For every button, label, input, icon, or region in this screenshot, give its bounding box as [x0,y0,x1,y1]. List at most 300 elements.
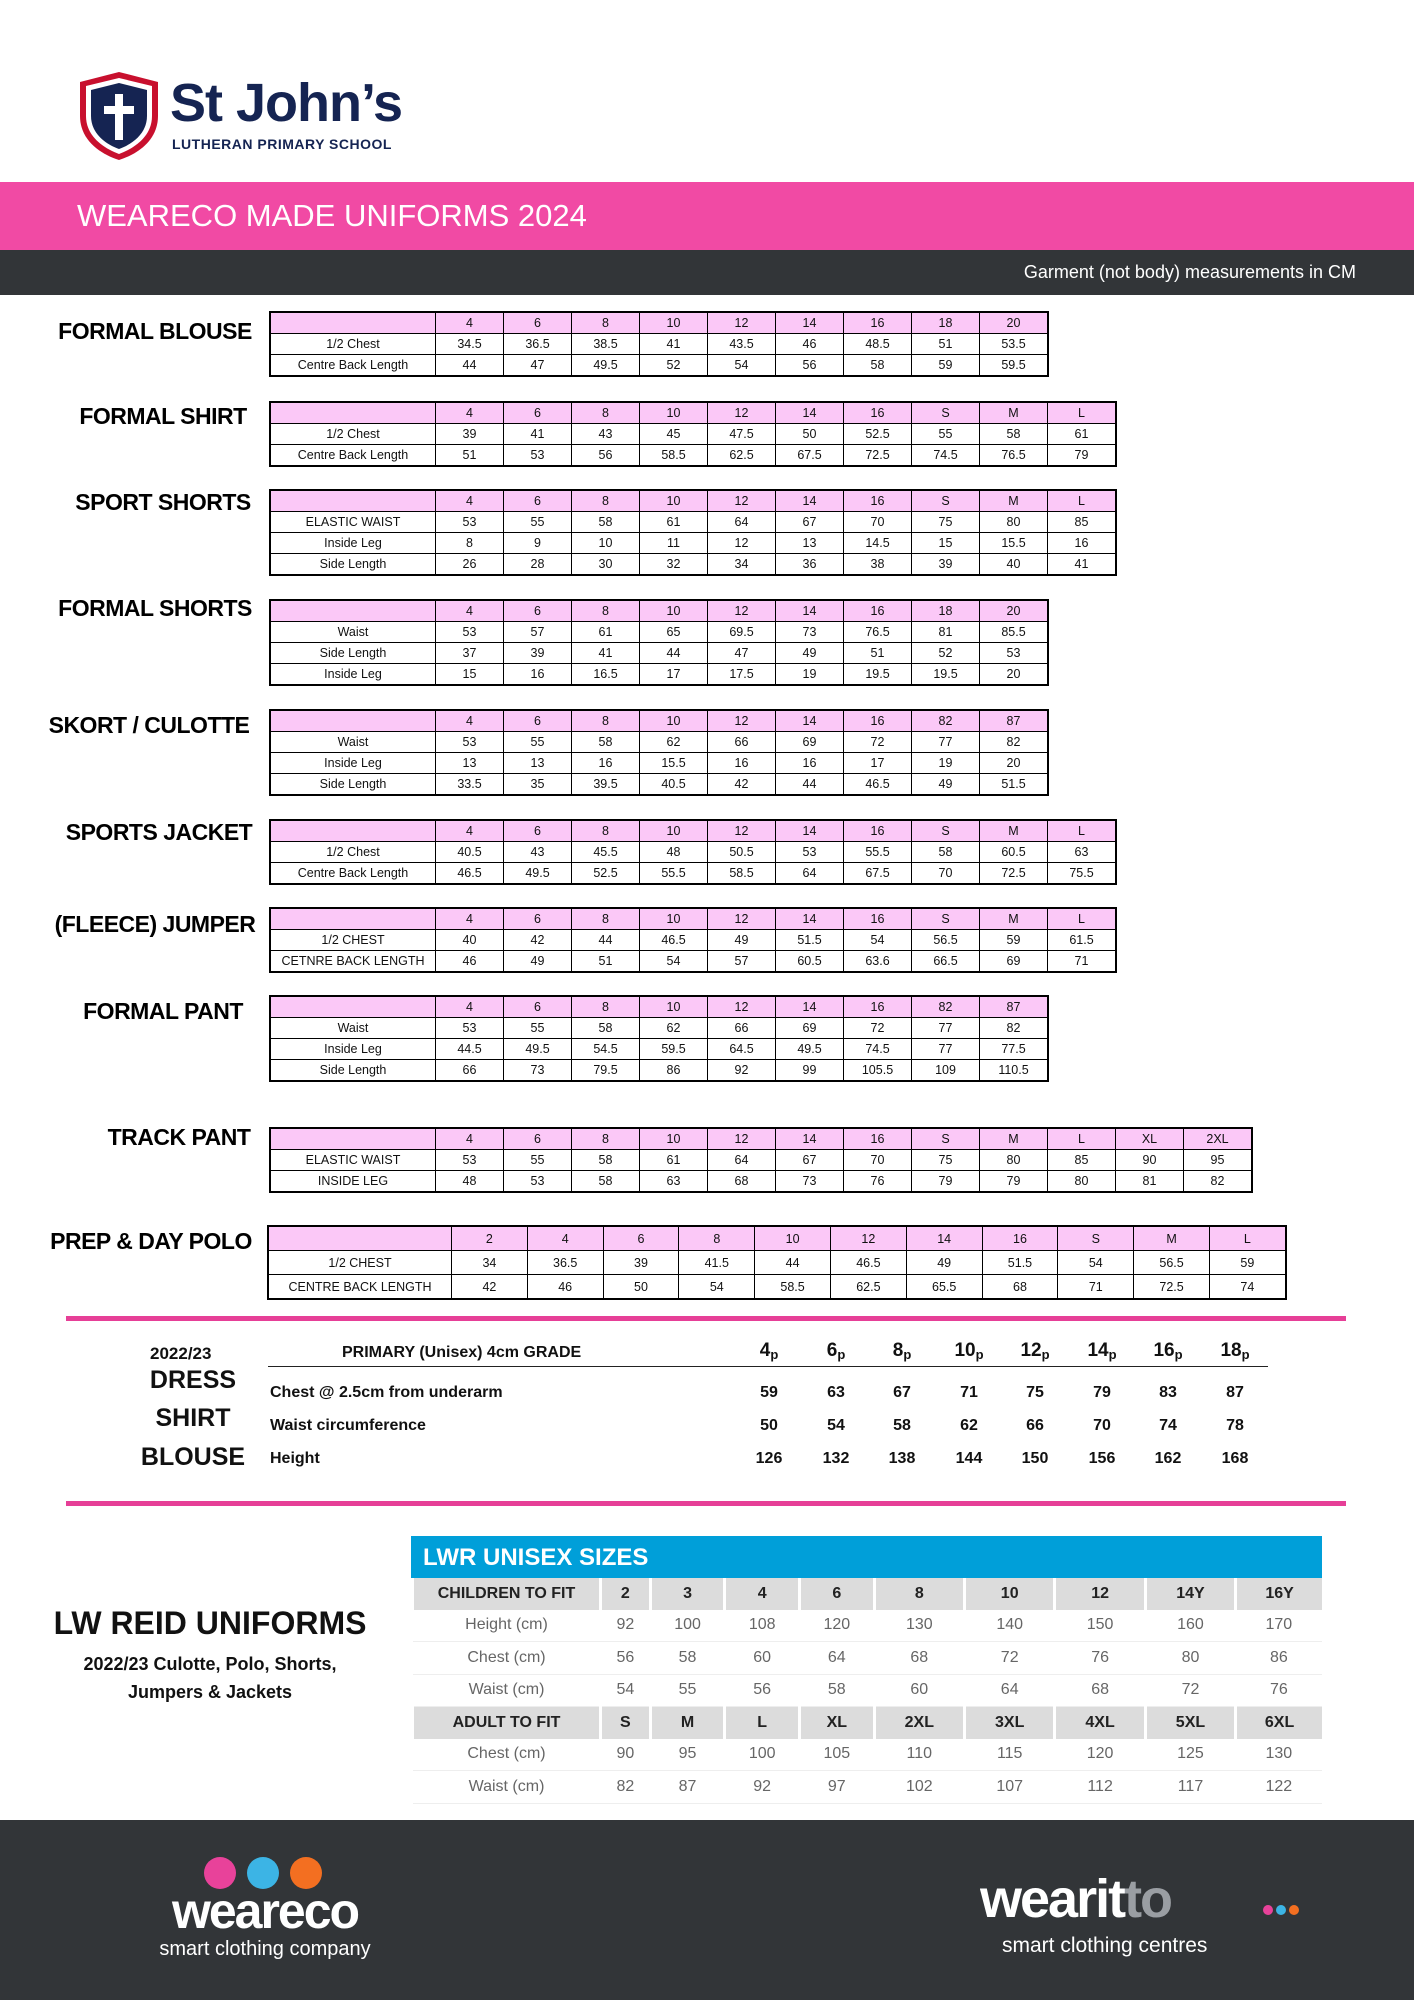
measurement-value: 67.5 [844,863,912,885]
lwr-value: 90 [601,1739,651,1771]
size-header-cell: 14 [906,1226,982,1251]
size-header-cell: 8 [572,402,640,424]
measurement-value: 49 [906,1251,982,1275]
size-header-cell: 16 [844,600,912,622]
size-header-cell: 14 [776,1128,844,1150]
size-header-cell: 4 [436,402,504,424]
size-header-row [270,908,1116,930]
measurement-value: 60.5 [776,951,844,973]
dress-row-value: 87 [1226,1384,1244,1401]
lw-reid-title: LW REID UNIFORMS [53,1605,367,1641]
lwr-data-row [413,1610,1323,1642]
school-name: St John’s [170,73,403,133]
lwr-size-header: 3 [650,1578,725,1610]
size-header-cell: 12 [708,312,776,334]
size-table-formal-pant [269,995,1049,1082]
measurement-label: ELASTIC WAIST [270,1150,436,1171]
size-header-cell: 12 [708,996,776,1018]
size-table-prep-day-polo [267,1225,1287,1300]
measurement-value: 62 [640,732,708,753]
garment-title-prep-day-polo: PREP & DAY POLO [50,1228,252,1254]
size-header-cell: 4 [527,1226,603,1251]
lwr-value: 105 [799,1739,874,1771]
measurement-value: 16 [504,664,572,686]
measurement-value: 11 [640,533,708,554]
dress-size-suffix: p [903,1347,912,1362]
lwr-header-row [413,1578,1323,1610]
lwr-value: 120 [799,1610,874,1642]
measurement-value: 13 [504,753,572,774]
dress-size-header [1210,1340,1260,1362]
measurement-value: 64 [708,1150,776,1171]
size-header-cell: 12 [708,600,776,622]
measurement-value: 70 [912,863,980,885]
school-subtitle: LUTHERAN PRIMARY SCHOOL [172,136,392,152]
measurement-label: Waist [270,1018,436,1039]
measurement-value: 53 [436,732,504,753]
garment-title-formal-blouse: FORMAL BLOUSE [58,318,252,344]
lwr-value: 100 [650,1610,725,1642]
size-header-cell: L [1048,820,1117,842]
lwr-size-header: 6 [799,1578,874,1610]
size-header-cell: 14 [776,600,844,622]
measurement-value: 41.5 [679,1251,755,1275]
measurement-value: 99 [776,1060,844,1082]
measurement-value: 44 [640,643,708,664]
measurement-value: 39 [436,424,504,445]
lwr-value: 140 [965,1610,1055,1642]
dress-row-label: Waist circumference [270,1417,426,1434]
table-row [270,1150,1252,1171]
measurement-value: 58.5 [708,863,776,885]
lwr-value: 117 [1145,1771,1235,1804]
measurement-value: 54 [679,1275,755,1300]
size-header-cell: L [1048,1128,1116,1150]
lwr-value: 64 [965,1674,1055,1707]
lwr-row-label: Height (cm) [413,1610,601,1642]
size-header-row [270,996,1048,1018]
measurement-label: Centre Back Length [270,863,436,885]
measurement-value: 34.5 [436,334,504,355]
dress-row-value: 66 [1026,1417,1044,1434]
measurement-value: 50.5 [708,842,776,863]
measurement-value: 41 [1048,554,1117,576]
measurement-value: 74.5 [912,445,980,467]
table-row [270,533,1116,554]
size-header-row [270,820,1116,842]
lwr-row-label: Chest (cm) [413,1739,601,1771]
size-header-row [270,402,1116,424]
measurement-value: 76 [844,1171,912,1193]
lwr-value: 72 [1145,1674,1235,1707]
measurement-value: 17.5 [708,664,776,686]
size-header-cell: 20 [980,600,1049,622]
dress-row-value: 59 [760,1384,778,1401]
measurement-value: 51 [844,643,912,664]
measurement-value: 52 [912,643,980,664]
measurement-value: 54 [708,355,776,377]
measurement-value: 64.5 [708,1039,776,1060]
measurement-value: 61 [640,512,708,533]
size-header-cell: 16 [844,1128,912,1150]
measurement-label: Waist [270,622,436,643]
measurement-value: 33.5 [436,774,504,796]
size-header-cell: M [980,402,1048,424]
measurement-value: 13 [436,753,504,774]
dress-size-number: 8 [892,1340,904,1361]
size-header-cell: 10 [640,710,708,732]
measurement-value: 54 [640,951,708,973]
size-header-cell: 10 [755,1226,831,1251]
size-header-cell: 8 [572,996,640,1018]
measurement-value: 47 [708,643,776,664]
dress-size-header [1143,1340,1193,1362]
lwr-size-header: 14Y [1145,1578,1235,1610]
lwr-size-header: 4XL [1055,1707,1145,1739]
measurement-label: Centre Back Length [270,445,436,467]
size-header-cell: 12 [708,908,776,930]
dress-size-number: 10 [954,1340,976,1361]
size-header-cell: 14 [776,996,844,1018]
wearitto-wordmark-b: to [1124,1869,1172,1929]
measurement-value: 53 [436,622,504,643]
measurement-value: 36.5 [527,1251,603,1275]
measurement-value: 45.5 [572,842,640,863]
measurement-value: 61 [572,622,640,643]
dress-size-suffix: p [975,1347,984,1362]
blouse-word: BLOUSE [140,1443,246,1471]
size-header-cell: 16 [844,402,912,424]
size-header-cell: 12 [708,1128,776,1150]
measurement-value: 55 [504,512,572,533]
size-header-cell: 8 [572,1128,640,1150]
size-header-cell: 6 [504,710,572,732]
size-table-formal-blouse [269,311,1049,377]
measurement-value: 19 [776,664,844,686]
measurement-value: 43.5 [708,334,776,355]
dress-row-value: 79 [1093,1384,1111,1401]
measurement-label: INSIDE LEG [270,1171,436,1193]
measurement-value: 70 [844,1150,912,1171]
size-header-cell: 82 [912,996,980,1018]
measurement-value: 42 [504,930,572,951]
measurement-value: 75 [912,512,980,533]
header-blank-cell [270,820,436,842]
measurement-value: 59 [980,930,1048,951]
measurement-value: 38.5 [572,334,640,355]
table-row [270,424,1116,445]
measurement-value: 53 [776,842,844,863]
lw-reid-subtitle [40,1650,380,1706]
measurement-value: 50 [603,1275,679,1300]
size-table-track-pant [269,1127,1253,1193]
table-row [270,930,1116,951]
lwr-value: 150 [1055,1610,1145,1642]
measurement-value: 58.5 [755,1275,831,1300]
lwr-value: 86 [1236,1642,1322,1675]
measurement-value: 53 [504,445,572,467]
lwr-value: 97 [799,1771,874,1804]
measurement-value: 79 [980,1171,1048,1193]
measurement-value: 109 [912,1060,980,1082]
dress-row-value: 132 [822,1450,850,1467]
measurement-value: 77 [912,1018,980,1039]
lwr-size-header: 10 [965,1578,1055,1610]
dress-shirt-year: 2022/23 [150,1344,212,1363]
measurement-value: 82 [980,732,1049,753]
weareco-tagline: smart clothing company [159,1938,371,1960]
dress-row-value: 138 [888,1450,916,1467]
measurement-value: 58 [844,355,912,377]
wearitto-logo [980,1862,1310,1962]
measurement-value: 28 [504,554,572,576]
measurement-value: 44 [776,774,844,796]
lwr-header-row [413,1707,1323,1739]
size-header-cell: 16 [844,908,912,930]
measurement-value: 60.5 [980,842,1048,863]
measurement-note: Garment (not body) measurements in CM [1023,262,1356,282]
cross-shield-icon [78,70,160,162]
measurement-value: 110.5 [980,1060,1049,1082]
measurement-value: 42 [708,774,776,796]
size-header-cell: 10 [640,600,708,622]
measurement-label: Inside Leg [270,664,436,686]
measurement-value: 63.6 [844,951,912,973]
measurement-value: 72.5 [1134,1275,1210,1300]
measurement-value: 59 [1209,1251,1285,1275]
lwr-value: 80 [1145,1642,1235,1675]
measurement-value: 56.5 [912,930,980,951]
measurement-value: 20 [980,664,1049,686]
garment-title-formal-shirt: FORMAL SHIRT [79,403,247,429]
lw-reid-subtitle-line1: 2022/23 Culotte, Polo, Shorts, [83,1654,337,1674]
school-logo [78,70,403,166]
dress-row-value: 78 [1226,1417,1244,1434]
measurement-value: 34 [452,1251,528,1275]
table-row [270,334,1048,355]
measurement-value: 85 [1048,1150,1116,1171]
measurement-value: 55 [504,1018,572,1039]
measurement-value: 47 [504,355,572,377]
table-row [270,842,1116,863]
measurement-value: 68 [982,1275,1058,1300]
size-header-cell: 6 [504,1128,572,1150]
measurement-value: 49 [912,774,980,796]
table-row [270,753,1048,774]
lw-reid-subtitle-line2: Jumpers & Jackets [127,1682,293,1702]
size-header-cell: 10 [640,908,708,930]
lwr-value: 54 [601,1674,651,1707]
header-blank-cell [270,1128,436,1150]
size-header-cell: L [1209,1226,1285,1251]
measurement-value: 75 [912,1150,980,1171]
measurement-value: 19 [912,753,980,774]
measurement-value: 58 [572,512,640,533]
measurement-value: 43 [572,424,640,445]
measurement-value: 40 [436,930,504,951]
header-blank-cell [270,402,436,424]
measurement-value: 77 [912,1039,980,1060]
measurement-value: 81 [1116,1171,1184,1193]
measurement-value: 58 [572,1150,640,1171]
dress-size-header [944,1340,994,1362]
lwr-value: 100 [725,1739,800,1771]
measurement-value: 62.5 [830,1275,906,1300]
size-header-cell: 87 [980,710,1049,732]
size-table-sport-shorts [269,489,1117,576]
section-divider [66,1316,1346,1321]
measurement-value: 44 [572,930,640,951]
header-blank-cell [270,908,436,930]
garment-title-sports-jacket: SPORTS JACKET [65,819,253,845]
measurement-value: 67.5 [776,445,844,467]
size-header-cell: 4 [436,312,504,334]
measurement-value: 8 [436,533,504,554]
header-blank-cell [270,710,436,732]
weareco-logo [135,1856,395,1966]
measurement-label: Inside Leg [270,753,436,774]
table-row [270,512,1116,533]
lwr-row-label: Chest (cm) [413,1642,601,1675]
garment-title-skort-culotte: SKORT / CULOTTE [48,712,250,738]
table-row [270,1060,1048,1082]
size-header-cell: 6 [504,402,572,424]
size-header-cell: M [980,490,1048,512]
lwr-value: 102 [874,1771,964,1804]
title-banner [0,182,1414,250]
size-header-cell: S [912,490,980,512]
dress-size-number: 4 [759,1340,771,1361]
size-header-cell: S [912,908,980,930]
table-row [270,355,1048,377]
size-header-cell: 10 [640,1128,708,1150]
size-header-cell: 10 [640,402,708,424]
lwr-size-header: 3XL [965,1707,1055,1739]
measurement-value: 58 [980,424,1048,445]
measurement-value: 13 [776,533,844,554]
size-header-cell: XL [1116,1128,1184,1150]
dress-row-value: 126 [755,1450,783,1467]
measurement-value: 58.5 [640,445,708,467]
dress-row-value: 144 [955,1450,983,1467]
size-header-cell: 16 [844,710,912,732]
measurement-value: 51 [436,445,504,467]
measurement-value: 95 [1184,1150,1253,1171]
size-header-cell: 8 [572,490,640,512]
measurement-value: 39 [603,1251,679,1275]
size-header-cell: S [912,820,980,842]
measurement-value: 49.5 [572,355,640,377]
dress-row-value: 54 [827,1417,845,1434]
measurement-value: 46.5 [640,930,708,951]
measurement-value: 42 [452,1275,528,1300]
measurement-label: Inside Leg [270,533,436,554]
table-row [268,1251,1286,1275]
size-header-cell: 12 [830,1226,906,1251]
header-blank-cell [270,600,436,622]
measurement-value: 61 [640,1150,708,1171]
measurement-value: 46.5 [436,863,504,885]
size-header-cell: S [912,1128,980,1150]
measurement-value: 73 [504,1060,572,1082]
measurement-value: 16 [776,753,844,774]
measurement-value: 73 [776,622,844,643]
garment-title-formal-shorts: FORMAL SHORTS [58,595,252,621]
table-row [270,664,1048,686]
measurement-value: 55 [912,424,980,445]
size-header-cell: 14 [776,710,844,732]
measurement-value: 32 [640,554,708,576]
table-row [268,1275,1286,1300]
size-header-cell: 12 [708,402,776,424]
lwr-size-header: 2 [601,1578,651,1610]
lwr-value: 58 [799,1674,874,1707]
measurement-label: Side Length [270,643,436,664]
measurement-value: 82 [980,1018,1049,1039]
measurement-value: 66 [708,1018,776,1039]
measurement-value: 45 [640,424,708,445]
lwr-value: 108 [725,1610,800,1642]
size-header-row [268,1226,1286,1251]
dress-size-header [1077,1340,1127,1362]
dress-size-suffix: p [1241,1347,1250,1362]
measurement-value: 70 [844,512,912,533]
lwr-value: 76 [1055,1642,1145,1675]
page-title: WEARECO MADE UNIFORMS 2024 [77,198,587,233]
header-blank-cell [270,312,436,334]
lwr-value: 130 [1236,1739,1322,1771]
dress-row-label: Chest @ 2.5cm from underarm [270,1384,503,1401]
measurement-value: 46 [527,1275,603,1300]
size-header-cell: 4 [436,908,504,930]
size-header-cell: 12 [708,490,776,512]
size-table-skort-culotte [269,709,1049,796]
dress-size-number: 16 [1153,1340,1175,1361]
size-header-cell: 14 [776,312,844,334]
lwr-row-label: Waist (cm) [413,1771,601,1804]
size-header-cell: 6 [504,820,572,842]
lwr-value: 95 [650,1739,725,1771]
size-table-formal-shirt [269,401,1117,467]
dress-size-header [1010,1340,1060,1362]
measurement-value: 58 [912,842,980,863]
dress-row-value: 62 [960,1417,978,1434]
measurement-value: 52 [640,355,708,377]
dress-size-number: 18 [1220,1340,1242,1361]
measurement-value: 59 [912,355,980,377]
lwr-size-header: 12 [1055,1578,1145,1610]
measurement-label: Centre Back Length [270,355,436,377]
measurement-value: 77.5 [980,1039,1049,1060]
lwr-data-row [413,1642,1323,1675]
measurement-value: 69.5 [708,622,776,643]
size-header-cell: 4 [436,710,504,732]
header-blank-cell [268,1226,452,1251]
measurement-value: 55 [504,732,572,753]
measurement-value: 77 [912,732,980,753]
measurement-value: 59.5 [640,1039,708,1060]
garment-title-formal-pant: FORMAL PANT [83,998,243,1024]
measurement-value: 85 [1048,512,1117,533]
measurement-value: 15.5 [980,533,1048,554]
measurement-value: 76.5 [980,445,1048,467]
lwr-size-header: 5XL [1145,1707,1235,1739]
measurement-value: 52.5 [844,424,912,445]
measurement-value: 67 [776,1150,844,1171]
dress-size-header [744,1340,794,1362]
lwr-value: 56 [725,1674,800,1707]
measurement-value: 53 [436,1018,504,1039]
